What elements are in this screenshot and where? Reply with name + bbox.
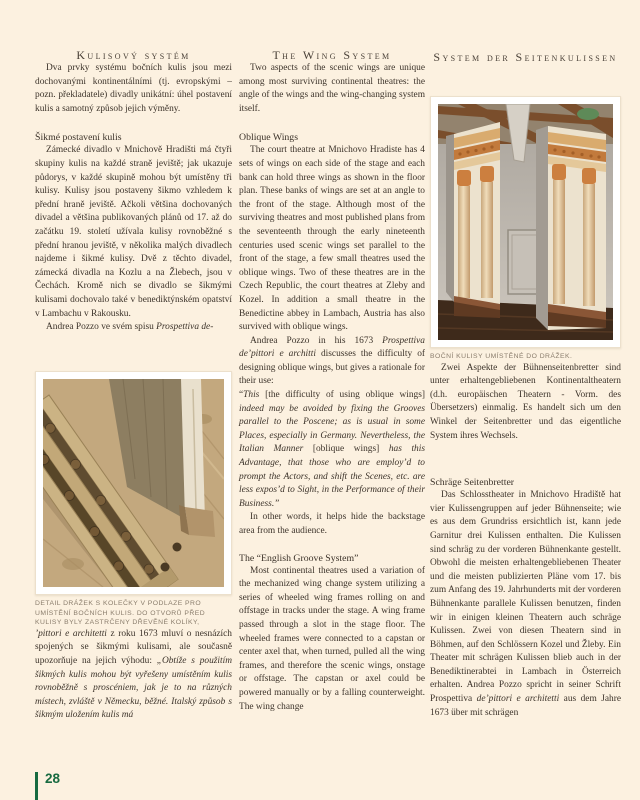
english-paragraph-1: Two aspects of the scenic wings are unique among most surviving continental theatres: the angle of the wings and the wing-changing system itself.: [239, 63, 425, 114]
photo-oblique-wings: [438, 104, 613, 340]
photo-groove-detail: [43, 379, 224, 587]
czech-text-top: [35, 0, 232, 371]
czech-subhead: Šikmé postavení kulis: [35, 132, 122, 144]
column-english: [239, 0, 425, 800]
photo-caption-wings: BOČNÍ KULISY UMÍSTĚNÉ DO DRÁŽEK.: [430, 353, 573, 360]
german-paragraph-1: Zwei Aspekte der Bühnenseitenbretter sind unter erhaltengebliebenen Kontinentaltheatern (d.h. europäischen Theatern - Vorm. des Übersetzers) einmalig. Es handelt sich um den Winkel der Seitenbretter und das eigentliche System ihres Wechsels.: [430, 362, 621, 441]
english-paragraph-5: Most continental theatres used a variation of the mechanized wing change system utilizing a series of wheeled wing frames rolling on and offstage in tracks under the stage. A wing frame passed through a slot in the stage floor. The wheeled frames were connected to a capstan or center axel that, when turned, pulled all the wing frames, and therefore the scenic wings, onstage or offstage. The capstan or axel could be powered manually or by a falling counterweight. The wing change: [239, 565, 425, 712]
page-number: 28: [45, 771, 61, 786]
english-column-heading: The Wing System: [272, 48, 392, 62]
photo-caption-groove: DETAIL DRÁŽEK S KOLEČKY V PODLAZE PRO UMÍSTĚNÍ BOČNÍCH KULIS. DO OTVORŮ PŘED KULISY BYLY ZASTRČENY DŘEVĚNÉ KOLÍKY,: [35, 600, 206, 627]
english-paragraph-3: Andrea Pozzo in his 1673 Prospettiva de’pittori e architti discusses the difficulty of designing oblique wings, but gives a rationale for their use:: [239, 335, 425, 387]
czech-paragraph-3: Andrea Pozzo ve svém spisu Prospettiva de-: [46, 322, 214, 333]
page-number-block: [35, 772, 60, 800]
english-subhead-oblique-wings: Oblique Wings: [239, 132, 299, 144]
german-heading-block: [430, 0, 621, 96]
english-quote: “This [the difficulty of using oblique wings] indeed may be avoided by fixing the Grooves parallel to the Poscene; as is usual in some Places, especially in Germany. Nevertheless, the Italian Manner [oblique wings] has this Advantage, that those who are employ’d to prompt the Actors, and shift the Scenes, etc. are less expos’d to Sight, in the Performance of their Business.”: [239, 390, 426, 509]
english-paragraph-2: The court theatre at Mnichovo Hradiste has 4 sets of wings on each side of the stage and each bank can hold three wings as shown in the floor plan. These banks of wings are set at an angle to the front of the stage. Although most of the surviving theatres and most published plans from the seventeenth through the early nineteenth centuries used scenic wings set parallel to the front of the stage, a few small theatres used the oblique wings. Two of these theatres are in the Czech Republic, the court theatres at Zleby and Kozel. In addition a small theatre in the Benedictine abbey in Lambach, Austria has also survived with oblique wings.: [239, 145, 425, 333]
photo-groove-detail-frame: [35, 371, 232, 595]
english-subhead-groove-system: The “English Groove System”: [239, 552, 359, 564]
english-paragraph-4: In other words, it helps hide the backstage area from the audience.: [239, 512, 425, 536]
german-paragraph-2: Das Schlosstheater in Mnichovo Hradiště hat vier Kulissengruppen auf jeder Bühnenseite; wie es aus dem Grundriss ersichtlich ist, kann jede Garnitur drei Kulissen enthalten. Die Kulissen sind schräg zu der vorderen Bühnenkante gestellt. Obwohl die meisten erhaltengebliebenen Theater und die meisten publizierten Pläne vom 17. bis zum Anfang des 19. Jahrhunderts mit der vorderen Bühnenkante parallele Kulissen benutzen, finden wir in einigen kleinen Theatern auch schräge Kulissen. Zwei von diesen Theatern sind in Böhmen, auf den Schlössern Kozel und Žleby. Ein Theater mit schrägen Kulissen blieb auch in der Benediktinerabtei in Lambach in Österreich erhalten. Andrea Pozzo spricht in seiner Schrift Prospettiva de’pittori e architetti aus dem Jahre 1673 über mit schrägen: [430, 490, 622, 718]
photo-oblique-wings-frame: [430, 96, 621, 348]
czech-column-heading: Kulisový systém: [76, 48, 191, 62]
column-czech: [35, 0, 232, 800]
german-column-heading: System der Seitenkulissen: [433, 50, 618, 64]
czech-paragraph-1: Dva prvky systému bočních kulis jsou mezi dochovanými kontinentálními (tj. evropskými – pozn. překladatele) divadly unikátní: úhel postavení kulis a samotný způsob jejich výměny.: [35, 63, 232, 114]
column-german: [430, 0, 621, 800]
german-subhead: Schräge Seitenbretter: [430, 477, 515, 489]
czech-paragraph-4: ’pittori e architetti z roku 1673 mluví o nesnázích spojených se šikmými kulisami, ale současně upozorňuje na jejich výhodu: „Obtíže s použitím šikmých kulis mohou být vyřešeny umístěním kulis rovnoběžně s proscéniem, jak je to na různých místech, zvláště v Německu, běžné. Italský způsob s šikmým uložením kulis má: [35, 628, 232, 721]
czech-paragraph-2: Zámecké divadlo v Mnichově Hradišti má čtyři skupiny kulis na každé straně jeviště; jak ukazuje půdorys, v každé skupině mohou být umístěny tři kulisy. Kulisy jsou postaveny šikmo vzhledem k přední hraně jeviště. Ačkoli většina dochovaných divadel a většina publikovaných plánů od 17. až do začátku 19. století užívala kulisy rovnoběžné s přední hranou jeviště, v několika malých divadlech najdeme i šikmé kulisy. Dvě z těchto divadel, zámecká divadla na Kozlu a na Žlebech, jsou v Čechách. Kromě nich se divadlo se šikmými kulisami dochovalo také v benediktýnském opatství v Lambachu v Rakousku.: [35, 145, 232, 319]
